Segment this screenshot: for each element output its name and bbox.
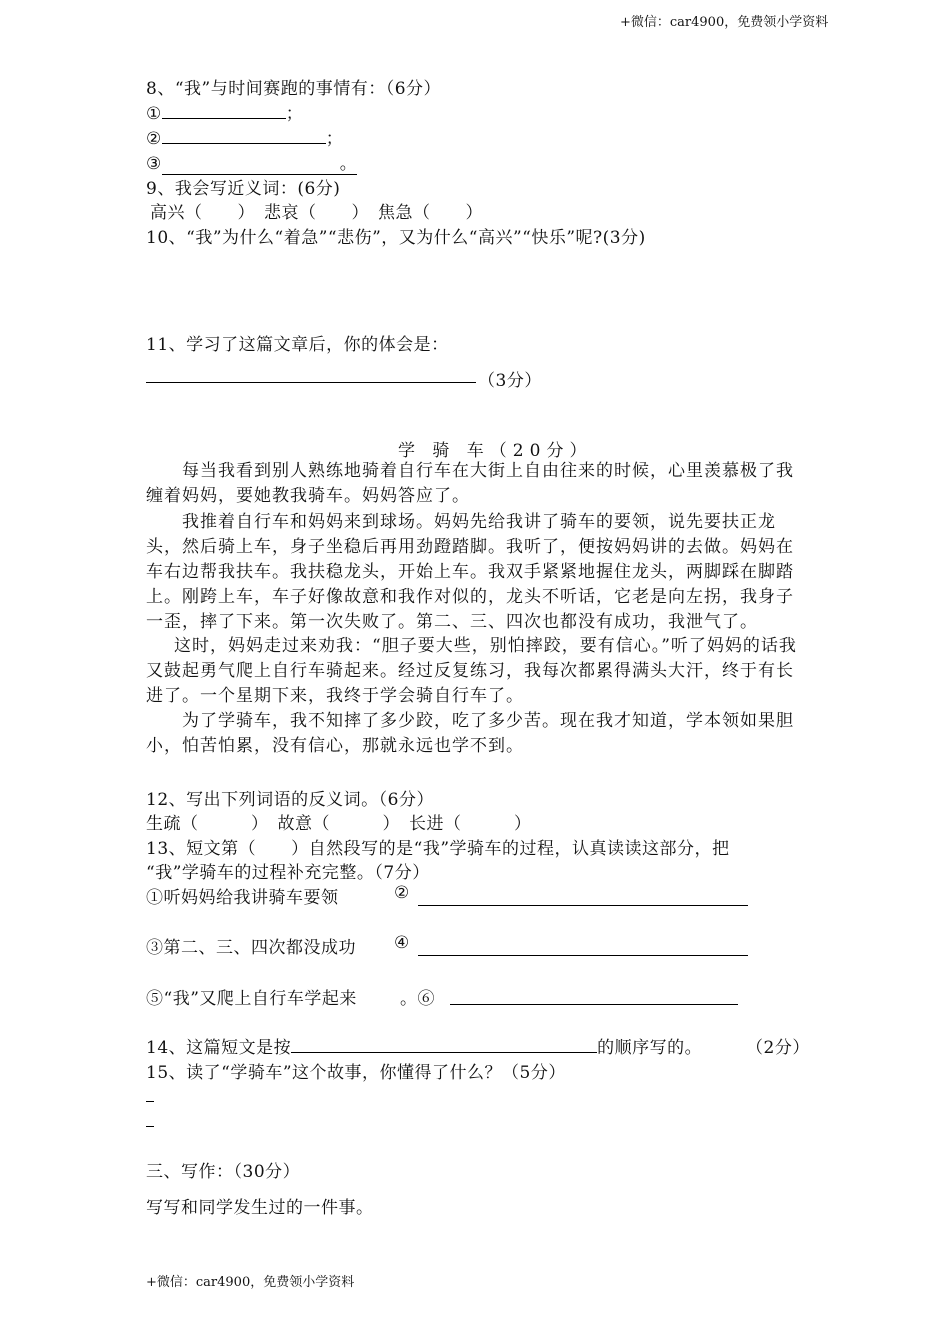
q9-synonym-words: 高兴（ ） 悲哀（ ） 焦急（ ）: [150, 203, 483, 223]
q13-step-6-marker: 。⑥: [400, 989, 435, 1009]
question-13-line-2: “我”学骑车的过程补充完整。（7分）: [146, 863, 430, 883]
q15-answer-line-2[interactable]: [146, 1126, 154, 1127]
question-9: 9、我会写近义词：(6分): [146, 179, 341, 199]
q8-item-2: [146, 124, 343, 149]
q8-item-2-end: ；: [325, 129, 344, 149]
section-3-title: 三、写作：（30分）: [146, 1162, 301, 1182]
q8-item-1-marker: ①: [146, 104, 162, 124]
q8-answer-3-line[interactable]: [162, 149, 358, 175]
q14-answer-line[interactable]: [291, 1035, 597, 1053]
q8-item-1-end: ；: [285, 104, 304, 124]
q13-step-1: ①听妈妈给我讲骑车要领: [146, 888, 339, 908]
header-watermark: +微信：car4900，免费领小学资料: [620, 15, 829, 30]
article-paragraph-4: 为了学骑车，我不知摔了多少跤，吃了多少苦。现在我才知道，学本领如果胆小，怕苦怕累，没有信心，那就永远也学不到。: [146, 711, 794, 756]
q13-step-3: ③第二、三、四次都没成功: [146, 938, 356, 958]
q13-step-5: ⑤“我”又爬上自行车学起来: [146, 989, 357, 1009]
question-15: 15、读了“学骑车”这个故事，你懂得了什么？（5分）: [146, 1063, 566, 1083]
q8-item-3-marker: ③: [146, 154, 162, 174]
q12-antonym-words: 生疏（ ） 故意（ ） 长进（ ）: [146, 814, 532, 834]
q13-step-6-line[interactable]: [450, 1004, 738, 1005]
question-8: 8、“我”与时间赛跑的事情有：（6分）: [146, 79, 442, 99]
section-3-prompt: 写写和同学发生过的一件事。: [146, 1198, 374, 1218]
q13-step-4-line[interactable]: [418, 955, 748, 956]
q14-score: （2分）: [746, 1038, 810, 1058]
article-paragraph-2: 我推着自行车和妈妈来到球场。妈妈先给我讲了骑车的要领，说先要扶正龙头，然后骑上车，身子坐稳后再用劲蹬踏脚。我听了，便按妈妈讲的去做。妈妈在车右边帮我扶车。我扶稳龙头，开始上车。我双手紧紧地握住龙头，两脚踩在脚踏上。刚跨上车，车子好像故意和我作对似的，龙头不听话，它老是向左拐，我身子一歪，摔了下来。第一次失败了。第二、三、四次也都没有成功，我泄气了。: [146, 512, 794, 632]
q13-step-2-marker: ②: [394, 883, 410, 903]
question-10: 10、“我”为什么“着急”“悲伤”，又为什么“高兴”“快乐”呢?(3分): [146, 228, 646, 248]
article-paragraph-3: 这时，妈妈走过来劝我：“胆子要大些，别怕摔跤，要有信心。”听了妈妈的话我又鼓起勇气爬上自行车骑起来。经过反复练习，我每次都累得满头大汗，终于有长进了。一个星期下来，我终于学会骑自行车了。: [146, 636, 797, 706]
q11-answer-line[interactable]: [146, 382, 476, 383]
question-12: 12、写出下列词语的反义词。（6分）: [146, 790, 434, 810]
q11-score: （3分）: [478, 371, 542, 391]
q15-answer-line-1[interactable]: [146, 1101, 154, 1102]
q8-item-3: [146, 149, 357, 175]
article-title: 学 骑 车（20分）: [398, 441, 593, 461]
question-11: 11、学习了这篇文章后，你的体会是：: [146, 335, 449, 355]
question-13-line-1: 13、短文第（ ）自然段写的是“我”学骑车的过程，认真读读这部分，把: [146, 839, 730, 859]
q8-item-3-end: 。: [339, 154, 358, 174]
q13-step-2-line[interactable]: [418, 905, 748, 906]
q8-item-2-marker: ②: [146, 129, 162, 149]
q8-answer-2-line[interactable]: [162, 126, 326, 144]
footer-watermark: +微信：car4900，免费领小学资料: [146, 1275, 355, 1290]
q13-step-4-marker: ④: [394, 933, 410, 953]
question-14: [146, 1033, 702, 1058]
q14-text-before: 14、这篇短文是按: [146, 1038, 292, 1058]
q8-item-1: [146, 99, 303, 124]
q8-answer-1-line[interactable]: [162, 101, 286, 119]
q14-text-after: 的顺序写的。: [597, 1038, 703, 1058]
article-paragraph-1: 每当我看到别人熟练地骑着自行车在大街上自由往来的时候，心里羡慕极了我缠着妈妈，要她教我骑车。妈妈答应了。: [146, 461, 794, 506]
